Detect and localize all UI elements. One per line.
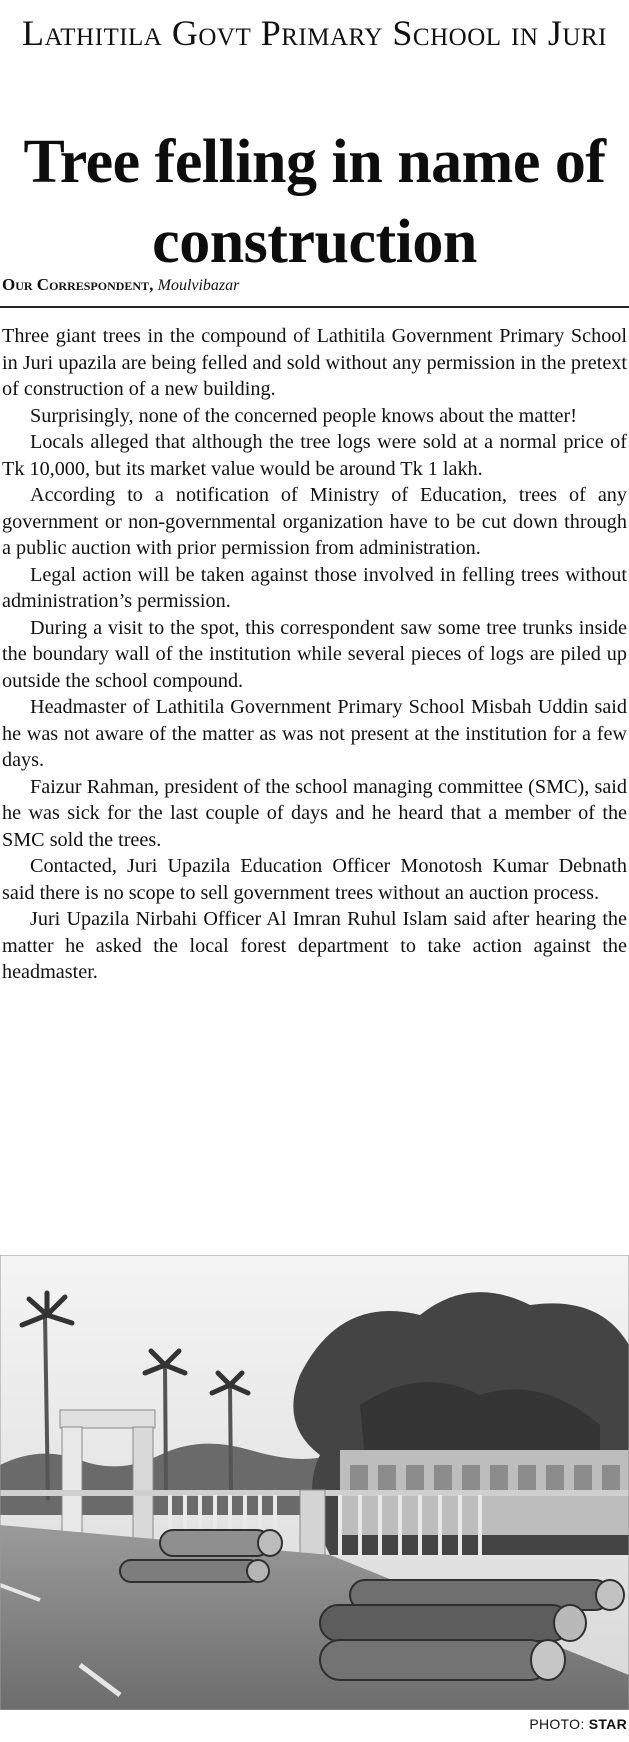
- article-body: [2, 323, 627, 986]
- paragraph: Juri Upazila Nirbahi Officer Al Imran Ruhul Islam said after hearing the matter he asked the local forest department to take action against the headmaster.: [2, 908, 627, 983]
- byline-author: Our Correspondent,: [2, 275, 154, 294]
- article-kicker: Lathitila Govt Primary School in Juri: [22, 13, 607, 53]
- paragraph: Three giant trees in the compound of Lathitila Government Primary School in Juri upazila are being felled and sold without any permission in the pretext of construction of a new building.: [2, 325, 627, 400]
- byline-location: Moulvibazar: [157, 277, 240, 294]
- photo-credit-source: STAR: [588, 1716, 627, 1732]
- paragraph: Locals alleged that although the tree logs were sold at a normal price of Tk 10,000, but its market value would be around Tk 1 lakh.: [2, 431, 627, 480]
- photo-illustration: [0, 1255, 629, 1710]
- paragraph: Headmaster of Lathitila Government Primary School Misbah Uddin said he was not aware of the matter as was not present at the institution for a few days.: [2, 696, 627, 771]
- photo-credit: [529, 1716, 627, 1732]
- article-headline: Tree felling in name of construction: [23, 128, 606, 276]
- paragraph: Legal action will be taken against those involved in felling trees without administration’s permission.: [2, 563, 627, 612]
- paragraph: Faizur Rahman, president of the school managing committee (SMC), said he was sick for the last couple of days and he heard that a member of the SMC sold the trees.: [2, 775, 627, 851]
- article-photo: [0, 1255, 629, 1710]
- header-divider: [0, 306, 629, 308]
- paragraph: According to a notification of Ministry of Education, trees of any government or non-governmental organization have to be cut down through a public auction with prior permission from administration.: [2, 484, 627, 559]
- paragraph: Surprisingly, none of the concerned people knows about the matter!: [30, 404, 577, 427]
- paragraph: During a visit to the spot, this correspondent saw some tree trunks inside the boundary wall of the institution while several pieces of logs are piled up outside the school compound.: [2, 616, 627, 692]
- photo-credit-prefix: PHOTO:: [529, 1716, 589, 1732]
- byline: [2, 275, 239, 295]
- paragraph: Contacted, Juri Upazila Education Officer Monotosh Kumar Debnath said there is no scope to sell government trees without an auction process.: [2, 855, 627, 904]
